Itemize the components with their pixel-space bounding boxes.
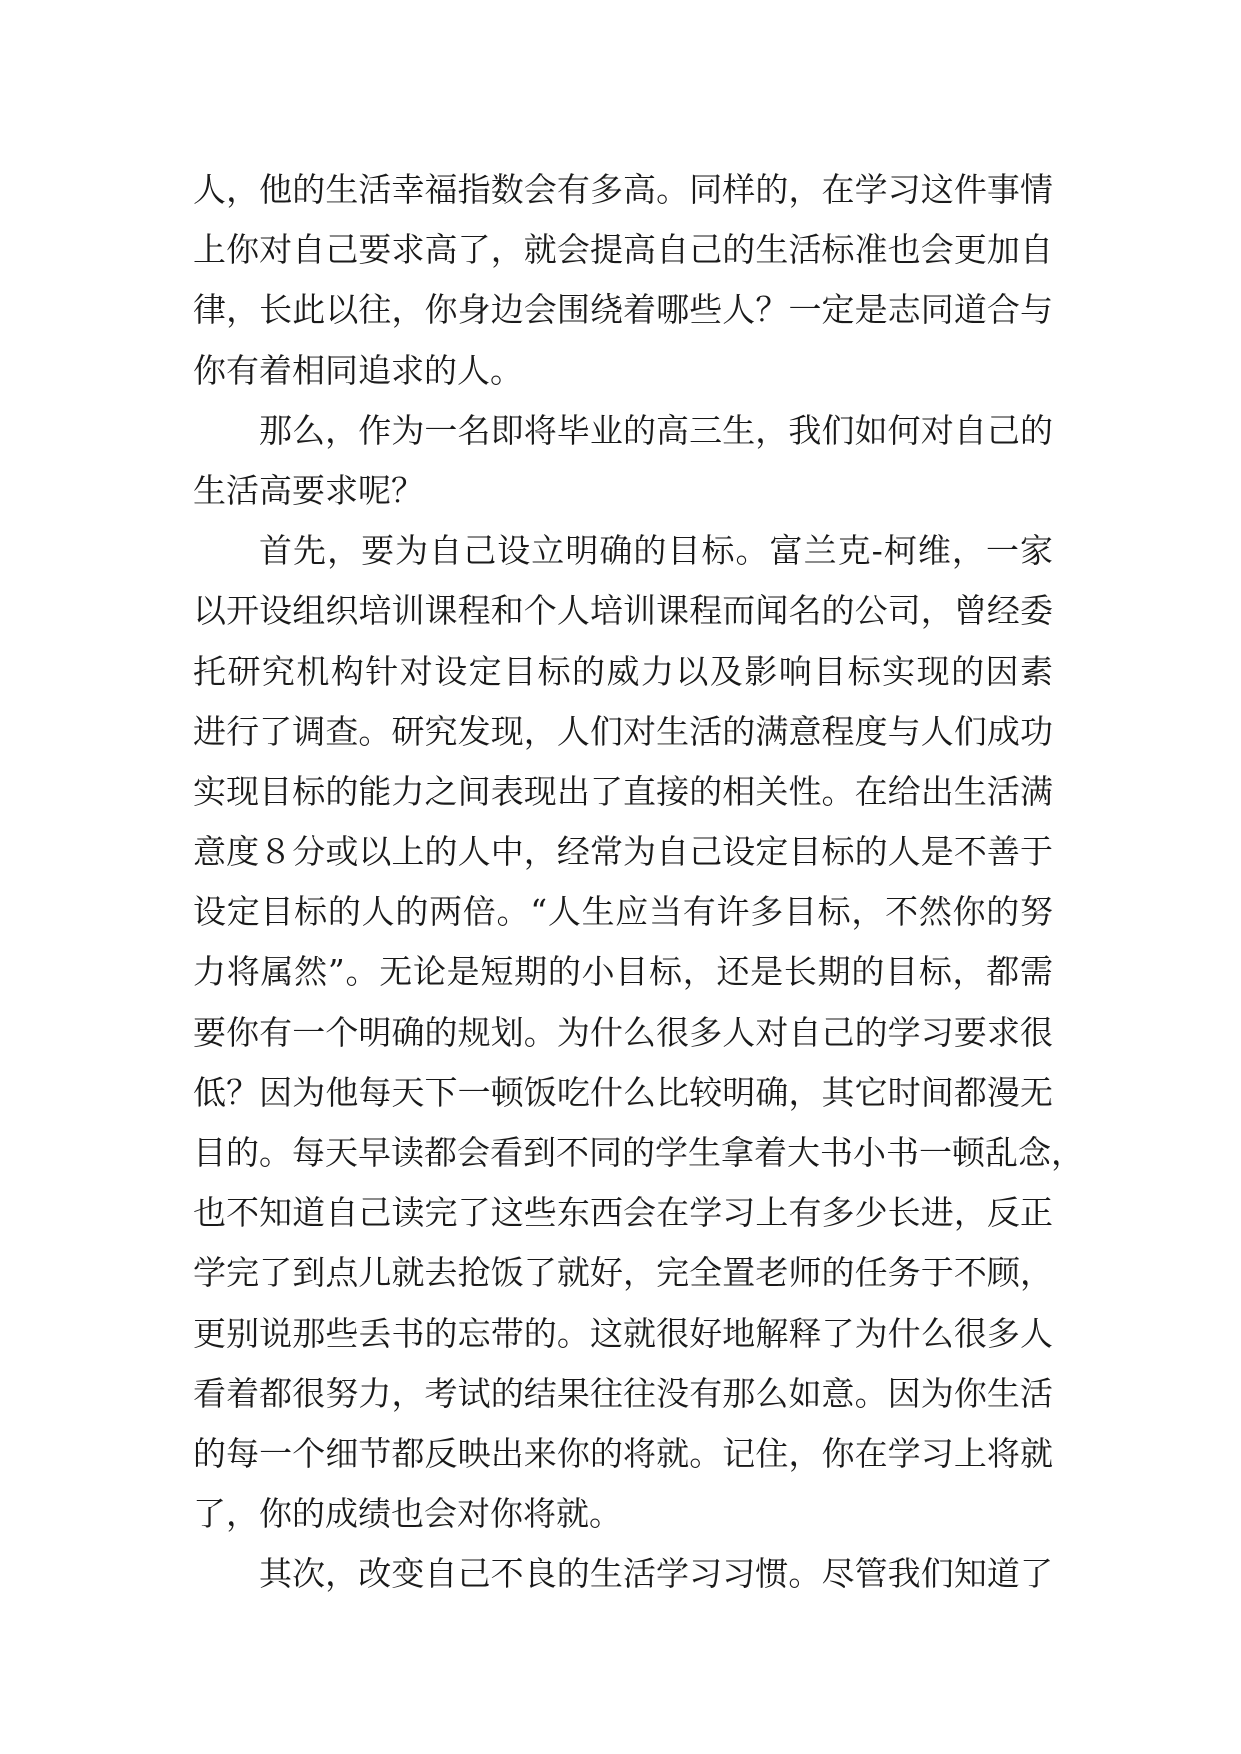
text-line: 托研究机构针对设定目标的威力以及影响目标实现的因素 — [193, 651, 1053, 691]
text-line: 更别说那些丢书的忘带的。这就很好地解释了为什么很多人 — [193, 1313, 1053, 1353]
text-line: 实现目标的能力之间表现出了直接的相关性。在给出生活满 — [193, 771, 1053, 811]
text-line: 也不知道自己读完了这些东西会在学习上有多少长进，反正 — [193, 1193, 1053, 1233]
text-line: 目的。每天早读都会看到不同的学生拿着大书小书一顿乱念， — [193, 1133, 1084, 1172]
text-line: 设定目标的人的两倍。“人生应当有许多目标，不然你的努 — [193, 892, 1053, 932]
text-line: 意度８分或以上的人中，经常为自己设定目标的人是不善于 — [193, 832, 1053, 872]
text-line: 首先，要为自己设立明确的目标。富兰克-柯维，一家 — [259, 531, 1053, 571]
body-text — [193, 160, 1084, 1605]
text-line: 人，他的生活幸福指数会有多高。同样的，在学习这件事情 — [193, 170, 1053, 209]
text-line: 要你有一个明确的规划。为什么很多人对自己的学习要求很 — [193, 1012, 1053, 1052]
text-line: 了，你的成绩也会对你将就。 — [193, 1494, 622, 1534]
text-line: 那么，作为一名即将毕业的高三生，我们如何对自己的 — [259, 410, 1053, 450]
text-line: 其次，改变自己不良的生活学习习惯。尽管我们知道了 — [259, 1554, 1053, 1594]
text-line: 看着都很努力，考试的结果往往没有那么如意。因为你生活 — [193, 1373, 1053, 1413]
text-line: 律，长此以往，你身边会围绕着哪些人？一定是志同道合与 — [193, 290, 1053, 330]
text-line: 学完了到点儿就去抢饭了就好，完全置老师的任务于不顾， — [193, 1253, 1053, 1293]
text-line: 你有着相同追求的人。 — [193, 350, 523, 390]
text-line: 的每一个细节都反映出来你的将就。记住，你在学习上将就 — [193, 1433, 1053, 1473]
text-line: 生活高要求呢？ — [193, 470, 424, 510]
text-line: 低？因为他每天下一顿饭吃什么比较明确，其它时间都漫无 — [193, 1072, 1053, 1112]
text-line: 上你对自己要求高了，就会提高自己的生活标准也会更加自 — [193, 230, 1053, 270]
text-line: 进行了调查。研究发现，人们对生活的满意程度与人们成功 — [193, 711, 1053, 751]
text-line: 以开设组织培训课程和个人培训课程而闻名的公司，曾经委 — [193, 591, 1053, 631]
text-line: 力将属然”。无论是短期的小目标，还是长期的目标，都需 — [193, 952, 1053, 992]
